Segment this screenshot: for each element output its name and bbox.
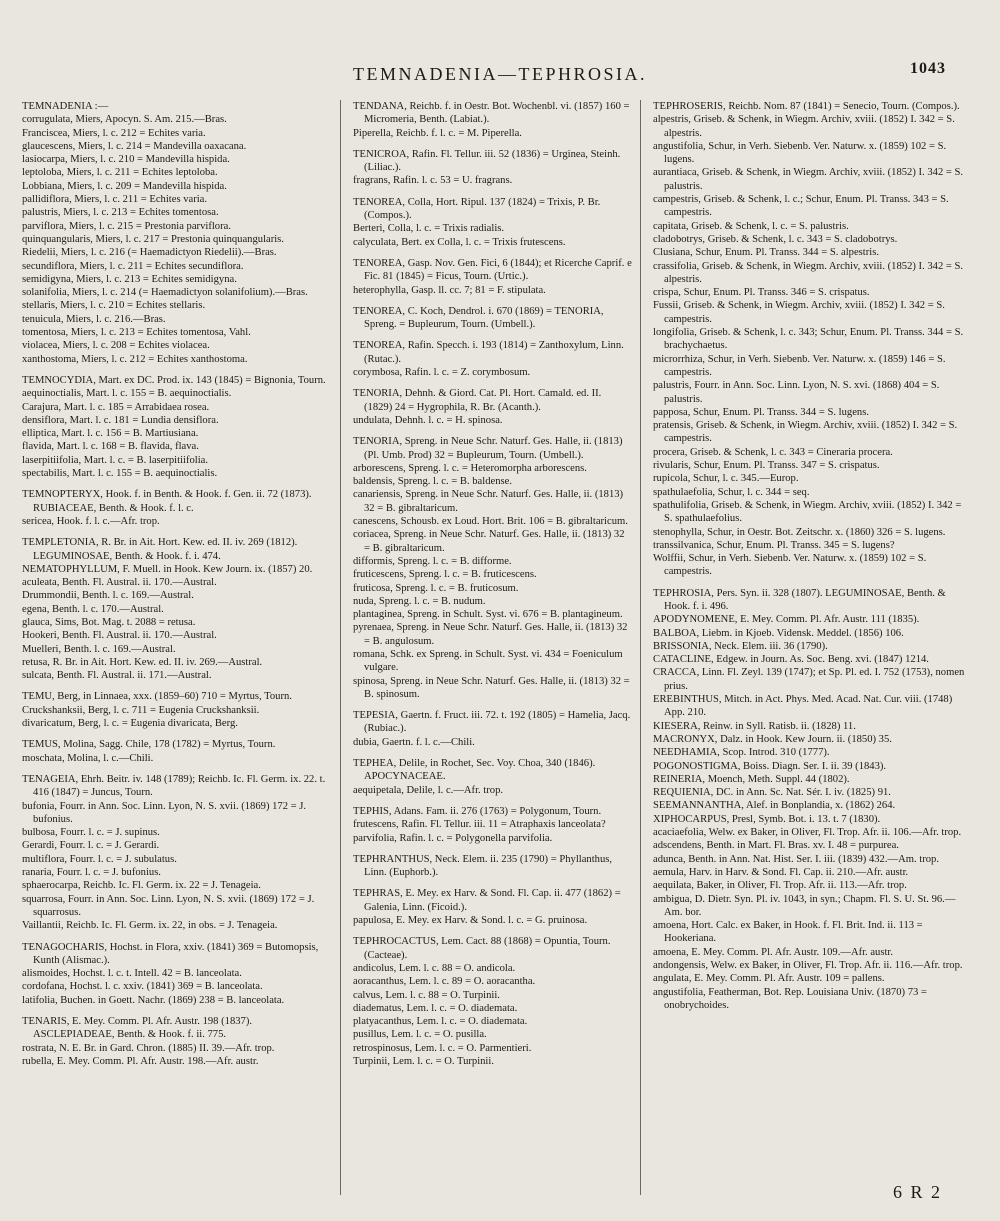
genus-entry xyxy=(22,941,330,1007)
species-line: angulata, E. Mey. Comm. Pl. Afr. Austr. 109 = pallens. xyxy=(653,973,885,985)
genus-entry xyxy=(353,709,632,749)
entry-heading: TENOREA, Gasp. Nov. Gen. Fici, 6 (1844); et Ricerche Caprif. e Fic. 81 (1845) = Ficus, Tourn. (Urtic.). xyxy=(353,257,632,283)
species-line: Fussii, Griseb. & Schenk, in Wiegm. Archiv, xviii. (1852) I. 342 = S. campestris. xyxy=(653,300,945,325)
species-line: canescens, Schousb. ex Loud. Hort. Brit. 106 = B. gibraltaricum. xyxy=(353,516,628,528)
genus-entry xyxy=(653,587,972,1013)
species-line: spectabilis, Mart. l. c. 155 = B. aequinoctialis. xyxy=(22,468,218,480)
species-line: adscendens, Benth. in Mart. Fl. Bras. xv. I. 48 = purpurea. xyxy=(653,840,899,852)
species-line: alpestris, Griseb. & Schenk, in Wiegm. Archiv, xviii. (1852) I. 342 = S. alpestris. xyxy=(653,114,955,139)
printer-signature: 6 R 2 xyxy=(892,1182,942,1202)
species-line: densiflora, Mart. l. c. 181 = Lundia densiflora. xyxy=(22,414,219,426)
species-line: aoracanthus, Lem. l. c. 89 = O. aoracantha. xyxy=(353,976,536,988)
species-line: Riedelii, Miers, l. c. 216 (= Haemadictyon Riedelii).—Bras. xyxy=(22,247,277,259)
genus-entry xyxy=(353,805,632,845)
species-line: Berteri, Colla, l. c. = Trixis radialis. xyxy=(353,223,505,235)
genus-entry xyxy=(22,1015,330,1068)
species-line: capitata, Griseb. & Schenk, l. c. = S. palustris. xyxy=(653,220,849,232)
species-line: APODYNOMENE, E. Mey. Comm. Pl. Afr. Austr. 111 (1835). xyxy=(653,614,920,626)
entry-heading: TEPHEA, Delile, in Rochet, Sec. Voy. Choa, 340 (1846). APOCYNACEAE. xyxy=(353,758,596,783)
species-line: BALBOA, Liebm. in Kjoeb. Vidensk. Meddel. (1856) 106. xyxy=(653,627,904,639)
species-line: rivularis, Schur, Enum. Pl. Transs. 347 = S. crispatus. xyxy=(653,460,880,472)
entry-heading: TEMU, Berg, in Linnaea, xxx. (1859–60) 710 = Myrtus, Tourn. xyxy=(22,691,292,703)
column-right xyxy=(640,100,978,1195)
species-line: sericea, Hook. f. l. c.—Afr. trop. xyxy=(22,515,160,527)
species-line: cordofana, Hochst. l. c. xxiv. (1841) 369 = B. lanceolata. xyxy=(22,981,263,993)
species-line: retusa, R. Br. in Ait. Hort. Kew. ed. II. iv. 269.—Austral. xyxy=(22,656,263,668)
species-line: pusillus, Lem. l. c. = O. pusilla. xyxy=(353,1029,487,1041)
species-line: bulbosa, Fourr. l. c. = J. supinus. xyxy=(22,827,160,839)
species-line: stenophylla, Schur, in Oestr. Bot. Zeitschr. x. (1860) 326 = S. lugens. xyxy=(653,526,946,538)
species-line: platyacanthus, Lem. l. c. = O. diademata. xyxy=(353,1016,528,1028)
species-line: stellaris, Miers, l. c. 210 = Echites stellaris. xyxy=(22,300,206,312)
entry-heading: TEPHROSERIS, Reichb. Nom. 87 (1841) = Senecio, Tourn. (Compos.). xyxy=(653,101,960,112)
species-line: glaucescens, Miers, l. c. 214 = Mandevilla oaxacana. xyxy=(22,140,247,152)
species-line: rubella, E. Mey. Comm. Pl. Afr. Austr. 198.—Afr. austr. xyxy=(22,1055,259,1067)
species-line: baldensis, Spreng. l. c. = B. baldense. xyxy=(353,476,512,488)
text-columns xyxy=(22,100,978,1195)
species-line: papposa, Schur, Enum. Pl. Transs. 344 = S. lugens. xyxy=(653,406,869,418)
species-line: tenuicula, Miers, l. c. 216.—Bras. xyxy=(22,313,166,325)
species-line: parvifolia, Rafin. l. c. = Polygonella parvifolia. xyxy=(353,832,553,844)
species-line: Carajura, Mart. l. c. 185 = Arrabidaea rosea. xyxy=(22,401,210,413)
genus-entry xyxy=(22,773,330,933)
species-line: leptoloba, Miers, l. c. 211 = Echites leptoloba. xyxy=(22,167,218,179)
genus-entry xyxy=(353,887,632,927)
entry-heading: TENOREA, Colla, Hort. Ripul. 137 (1824) = Trixis, P. Br. (Compos.). xyxy=(353,196,601,222)
species-line: squarrosa, Fourr. in Ann. Soc. Linn. Lyon, N. S. xvii. (1869) 172 = J. squarrosus. xyxy=(22,893,315,918)
genus-entry xyxy=(353,305,632,332)
species-line: andicolus, Lem. l. c. 88 = O. andicola. xyxy=(353,962,516,974)
species-line: Vaillantii, Reichb. Ic. Fl. Germ. ix. 22, in obs. = J. Tenageia. xyxy=(22,920,278,932)
species-line: violacea, Miers, l. c. 208 = Echites violacea. xyxy=(22,340,210,352)
species-line: REINERIA, Moench, Meth. Suppl. 44 (1802). xyxy=(653,773,850,785)
species-line: diadematus, Lem. l. c. = O. diademata. xyxy=(353,1002,518,1014)
species-line: alismoides, Hochst. l. c. t. Intell. 42 = B. lanceolata. xyxy=(22,968,242,980)
genus-entry xyxy=(353,757,632,797)
entry-heading: TENOREA, Rafin. Specch. i. 193 (1814) = Zanthoxylum, Linn. (Rutac.). xyxy=(353,340,624,365)
species-line: longifolia, Griseb. & Schenk, l. c. 343; Schur, Enum. Pl. Transs. 344 = S. brachychaetus. xyxy=(653,327,964,352)
species-line: BRISSONIA, Neck. Elem. iii. 36 (1790). xyxy=(653,640,828,652)
species-line: Lobbiana, Miers, l. c. 209 = Mandevilla hispida. xyxy=(22,180,227,192)
species-line: CATACLINE, Edgew. in Journ. As. Soc. Beng. xvi. (1847) 1214. xyxy=(653,654,929,666)
species-line: divaricatum, Berg, l. c. = Eugenia divaricata, Berg. xyxy=(22,718,238,730)
species-line: amoena, Hort. Calc. ex Baker, in Hook. f. Fl. Brit. Ind. ii. 113 = Hookeriana. xyxy=(653,920,923,945)
species-line: flavida, Mart. l. c. 168 = B. flavida, flava. xyxy=(22,441,199,453)
species-line: multiflora, Fourr. l. c. = J. subulatus. xyxy=(22,853,177,865)
species-line: Clusiana, Schur, Enum. Pl. Transs. 344 = S. alpestris. xyxy=(653,247,879,259)
genus-entry xyxy=(22,690,330,730)
species-line: bufonia, Fourr. in Ann. Soc. Linn. Lyon, N. S. xvii. (1869) 172 = J. bufonius. xyxy=(22,800,307,825)
species-line: sulcata, Benth. Fl. Austral. ii. 171.—Austral. xyxy=(22,670,212,682)
species-line: canariensis, Spreng. in Neue Schr. Naturf. Ges. Halle, ii. (1813) 32 = B. gibraltaricum. xyxy=(353,489,624,514)
species-line: coriacea, Spreng. in Neue Schr. Naturf. Ges. Halle, ii. (1813) 32 = B. gibraltaricum. xyxy=(353,529,625,554)
species-line: nuda, Spreng. l. c. = B. nudum. xyxy=(353,595,486,607)
species-line: ambigua, D. Dietr. Syn. Pl. iv. 1043, in syn.; Chapm. Fl. S. U. St. 96.—Am. bor. xyxy=(653,893,956,918)
entry-heading: TENOREA, C. Koch, Dendrol. i. 670 (1869) = TENORIA, Spreng. = Bupleurum, Tourn. (Umbell.). xyxy=(353,305,604,331)
entry-heading: TENORIA, Spreng. in Neue Schr. Naturf. Ges. Halle, ii. (1813) (Pl. Umb. Prod) 32 = Bupleurum, Tourn. (Umbell.). xyxy=(353,436,623,461)
genus-entry xyxy=(353,257,632,297)
species-line: elliptica, Mart. l. c. 156 = B. Martiusiana. xyxy=(22,428,199,440)
column-left xyxy=(22,100,340,1195)
page-header xyxy=(20,0,980,92)
species-line: cladobotrys, Griseb. & Schenk, l. c. 343 = S. cladobotrys. xyxy=(653,233,898,245)
entry-heading: TEPESIA, Gaertn. f. Fruct. iii. 72. t. 192 (1805) = Hamelia, Jacq. (Rubiac.). xyxy=(353,710,631,735)
species-line: egena, Benth. l. c. 170.—Austral. xyxy=(22,603,164,615)
genus-entry xyxy=(353,148,632,188)
entry-heading: TEPHROCACTUS, Lem. Cact. 88 (1868) = Opuntia, Tourn. (Cacteae). xyxy=(353,936,611,961)
species-line: palustris, Fourr. in Ann. Soc. Linn. Lyon, N. S. xvi. (1868) 404 = S. palustris. xyxy=(653,380,940,405)
species-line: fruticosa, Spreng. l. c. = B. fruticosum. xyxy=(353,582,519,594)
species-line: angustifolia, Schur, in Verh. Siebenb. Ver. Naturw. x. (1859) 102 = S. lugens. xyxy=(653,140,947,166)
entry-heading: TEPHIS, Adans. Fam. ii. 276 (1763) = Polygonum, Tourn. xyxy=(353,805,602,817)
running-title: TEMNADENIA—TEPHROSIA. xyxy=(353,64,647,84)
species-line: rupicola, Schur, l. c. 345.—Europ. xyxy=(653,473,799,485)
species-line: CRACCA, Linn. Fl. Zeyl. 139 (1747); et Sp. Pl. ed. I. 752 (1753), nomen prius. xyxy=(653,667,965,692)
genus-entry xyxy=(22,100,330,366)
species-line: aequipetala, Delile, l. c.—Afr. trop. xyxy=(353,784,504,796)
species-line: amoena, E. Mey. Comm. Pl. Afr. Austr. 109.—Afr. austr. xyxy=(653,946,894,958)
species-line: fruticescens, Spreng. l. c. = B. fruticescens. xyxy=(353,569,537,581)
genus-entry xyxy=(22,488,330,528)
species-line: Piperella, Reichb. f. l. c. = M. Piperella. xyxy=(353,127,522,139)
entry-heading: TENORIA, Dehnh. & Giord. Cat. Pl. Hort. Camald. ed. II. (1829) 24 = Hygrophila, R. Br. (Acanth.). xyxy=(353,388,602,413)
species-line: romana, Schk. ex Spreng. in Schult. Syst. vi. 434 = Foeniculum vulgare. xyxy=(353,648,623,674)
species-line: angustifolia, Featherman, Bot. Rep. Louisiana Univ. (1870) 73 = onobrychoides. xyxy=(653,986,927,1011)
entry-heading: TEPHRAS, E. Mey. ex Harv. & Sond. Fl. Cap. ii. 477 (1862) = Galenia, Linn. (Ficoid.). xyxy=(353,888,621,913)
species-line: Turpinii, Lem. l. c. = O. Turpinii. xyxy=(353,1056,494,1067)
species-line: semidigyna, Miers, l. c. 213 = Echites semidigyna. xyxy=(22,273,237,285)
entry-heading: TEMUS, Molina, Sagg. Chile, 178 (1782) = Myrtus, Tourn. xyxy=(22,739,276,751)
genus-entry xyxy=(353,935,632,1068)
species-line: aculeata, Benth. Fl. Austral. ii. 170.—Austral. xyxy=(22,577,217,589)
species-line: aequinoctialis, Mart. l. c. 155 = B. aequinoctialis. xyxy=(22,388,232,400)
species-line: KIESERA, Reinw. in Syll. Ratisb. ii. (1828) 11. xyxy=(653,720,856,732)
species-line: retrospinosus, Lem. l. c. = O. Parmentieri. xyxy=(353,1042,532,1054)
species-line: laserpitiifolia, Mart. l. c. = B. laserpitiifolia. xyxy=(22,454,209,466)
species-line: corymbosa, Rafin. l. c. = Z. corymbosum. xyxy=(353,367,531,379)
species-line: parviflora, Miers, l. c. 215 = Prestonia parviflora. xyxy=(22,220,231,232)
species-line: MACRONYX, Dalz. in Hook. Kew Journ. ii. (1850) 35. xyxy=(653,733,892,745)
page-number: 1043 xyxy=(910,60,946,77)
species-line: tomentosa, Miers, l. c. 213 = Echites tomentosa, Vahl. xyxy=(22,327,251,339)
species-line: pyrenaea, Spreng. in Neue Schr. Naturf. Ges. Halle, ii. (1813) 32 = B. angulosum. xyxy=(353,622,628,647)
entry-heading: TEMNOCYDIA, Mart. ex DC. Prod. ix. 143 (1845) = Bignonia, Tourn. xyxy=(22,374,326,386)
species-line: EREBINTHUS, Mitch. in Act. Phys. Med. Acad. Nat. Cur. viii. (1748) App. 210. xyxy=(653,694,953,719)
genus-entry xyxy=(353,196,632,249)
species-line: sphaerocarpa, Reichb. Ic. Fl. Germ. ix. 22 = J. Tenageia. xyxy=(22,880,261,892)
species-line: microrrhiza, Schur, in Verh. Siebenb. Ver. Naturw. x. (1859) 146 = S. campestris. xyxy=(653,353,946,378)
species-line: spathulaefolia, Schur, l. c. 344 = seq. xyxy=(653,486,810,498)
species-line: quinquangularis, Miers, l. c. 217 = Prestonia quinquangularis. xyxy=(22,233,284,245)
species-line: dubia, Gaertn. f. l. c.—Chili. xyxy=(353,736,475,748)
genus-entry xyxy=(353,387,632,427)
species-line: Wolffii, Schur, in Verh. Siebenb. Ver. Naturw. x. (1859) 102 = S. campestris. xyxy=(653,553,927,578)
species-line: ranaria, Fourr. l. c. = J. bufonius. xyxy=(22,867,161,879)
entry-heading: TENAGOCHARIS, Hochst. in Flora, xxiv. (1841) 369 = Butomopsis, Kunth (Alismac.). xyxy=(22,941,319,966)
species-line: procera, Griseb. & Schenk, l. c. 343 = Cineraria procera. xyxy=(653,446,893,458)
species-line: lasiocarpa, Miers, l. c. 210 = Mandevilla hispida. xyxy=(22,154,230,166)
entry-heading: TEPHRANTHUS, Neck. Elem. ii. 235 (1790) = Phyllanthus, Linn. (Euphorb.). xyxy=(353,853,613,879)
genus-entry xyxy=(22,374,330,480)
species-line: calyculata, Bert. ex Colla, l. c. = Trixis frutescens. xyxy=(353,236,566,248)
species-line: pallidiflora, Miers, l. c. 211 = Echites varia. xyxy=(22,194,208,206)
species-line: NEEDHAMIA, Scop. Introd. 310 (1777). xyxy=(653,747,830,759)
species-line: secundiflora, Miers, l. c. 211 = Echites secundiflora. xyxy=(22,260,244,272)
species-line: XIPHOCARPUS, Presl, Symb. Bot. i. 13. t. 7 (1830). xyxy=(653,813,881,825)
column-middle xyxy=(340,100,640,1195)
entry-heading: TEMNADENIA :— xyxy=(22,101,109,112)
species-line: rostrata, N. E. Br. in Gard. Chron. (1885) II. 39.—Afr. trop. xyxy=(22,1042,275,1054)
entry-heading: TEMPLETONIA, R. Br. in Ait. Hort. Kew. ed. II. iv. 269 (1812). LEGUMINOSAE, Benth. & Hook. f. i. 474. xyxy=(22,537,298,562)
species-line: crassifolia, Griseb. & Schenk, in Wiegm. Archiv, xviii. (1852) I. 342 = S. alpestris. xyxy=(653,260,964,285)
genus-entry xyxy=(353,339,632,379)
species-line: SEEMANNANTHA, Alef. in Bonplandia, x. (1862) 264. xyxy=(653,800,896,812)
genus-entry xyxy=(353,100,632,140)
species-line: calvus, Lem. l. c. 88 = O. Turpinii. xyxy=(353,989,500,1001)
species-line: difformis, Spreng. l. c. = B. difforme. xyxy=(353,555,512,567)
species-line: campestris, Griseb. & Schenk, l. c.; Schur, Enum. Pl. Transs. 343 = S. campestris. xyxy=(653,194,949,219)
genus-entry xyxy=(22,738,330,765)
species-line: spathulifolia, Griseb. & Schenk, in Wiegm. Archiv, xviii. (1852) I. 342 = S. spathulaefolius. xyxy=(653,499,962,525)
genus-entry xyxy=(353,853,632,880)
species-line: aemula, Harv. in Harv. & Sond. Fl. Cap. ii. 210.—Afr. austr. xyxy=(653,866,909,878)
species-line: moschata, Molina, l. c.—Chili. xyxy=(22,752,154,764)
species-line: POGONOSTIGMA, Boiss. Diagn. Ser. I. ii. 39 (1843). xyxy=(653,760,887,772)
entry-heading: TENAGEIA, Ehrh. Beitr. iv. 148 (1789); Reichb. Ic. Fl. Germ. ix. 22. t. 416 (1847) = Juncus, Tourn. xyxy=(22,773,326,799)
entry-heading: TENDANA, Reichb. f. in Oestr. Bot. Wochenbl. vi. (1857) 160 = Micromeria, Benth. (Labiat.). xyxy=(353,101,630,126)
species-line: papulosa, E. Mey. ex Harv. & Sond. l. c. = G. pruinosa. xyxy=(353,915,588,927)
species-line: Drummondii, Benth. l. c. 169.—Austral. xyxy=(22,590,194,602)
species-line: transsilvanica, Schur, Enum. Pl. Transs. 345 = S. lugens? xyxy=(653,539,895,551)
species-line: fragrans, Rafin. l. c. 53 = U. fragrans. xyxy=(353,175,513,187)
species-line: pratensis, Griseb. & Schenk, in Wiegm. Archiv, xviii. (1852) I. 342 = S. campestris. xyxy=(653,420,958,445)
entry-heading: TEMNOPTERYX, Hook. f. in Benth. & Hook. f. Gen. ii. 72 (1873). RUBIACEAE, Benth. & Hook. f. l. c. xyxy=(22,489,312,514)
species-line: spinosa, Spreng. in Neue Schr. Naturf. Ges. Halle, ii. (1813) 32 = B. spinosum. xyxy=(353,675,630,700)
species-line: arborescens, Spreng. l. c. = Heteromorpha arborescens. xyxy=(353,462,587,474)
species-line: Cruckshanksii, Berg, l. c. 711 = Eugenia Cruckshanksii. xyxy=(22,704,260,716)
species-line: aequilata, Baker, in Oliver, Fl. Trop. Afr. ii. 113.—Afr. trop. xyxy=(653,880,907,892)
entry-heading: TENARIS, E. Mey. Comm. Pl. Afr. Austr. 198 (1837). ASCLEPIADEAE, Benth. & Hook. f. ii. 775. xyxy=(22,1016,253,1041)
entry-heading: TEPHROSIA, Pers. Syn. ii. 328 (1807). LEGUMINOSAE, Benth. & Hook. f. i. 496. xyxy=(653,587,946,612)
species-line: glauca, Sims, Bot. Mag. t. 2088 = retusa. xyxy=(22,616,196,628)
species-line: adunca, Benth. in Ann. Nat. Hist. Ser. I. iii. (1839) 432.—Am. trop. xyxy=(653,853,939,865)
species-line: solanifolia, Miers, l. c. 214 (= Haemadictyon solanifolium).—Bras. xyxy=(22,287,308,299)
species-line: Hookeri, Benth. Fl. Austral. ii. 170.—Austral. xyxy=(22,630,217,642)
species-line: NEMATOPHYLLUM, F. Muell. in Hook. Kew Journ. ix. (1857) 20. xyxy=(22,563,313,575)
genus-entry xyxy=(353,435,632,701)
entry-heading: TENICROA, Rafin. Fl. Tellur. iii. 52 (1836) = Urginea, Steinh. (Liliac.). xyxy=(353,148,621,174)
species-line: crispa, Schur, Enum. Pl. Transs. 346 = S. crispatus. xyxy=(653,287,870,299)
species-line: andongensis, Welw. ex Baker, in Oliver, Fl. Trop. Afr. ii. 116.—Afr. trop. xyxy=(653,960,963,971)
species-line: Franciscea, Miers, l. c. 212 = Echites varia. xyxy=(22,127,206,139)
species-line: frutescens, Rafin. Fl. Tellur. iii. 11 = Atraphaxis lanceolata? xyxy=(353,819,606,831)
species-line: undulata, Dehnh. l. c. = H. spinosa. xyxy=(353,414,503,426)
species-line: aurantiaca, Griseb. & Schenk, in Wiegm. Archiv, xviii. (1852) I. 342 = S. palustris. xyxy=(653,167,964,192)
genus-entry xyxy=(653,100,972,579)
species-line: acaciaefolia, Welw. ex Baker, in Oliver, Fl. Trop. Afr. ii. 106.—Afr. trop. xyxy=(653,827,962,839)
species-line: latifolia, Buchen. in Goett. Nachr. (1869) 238 = B. lanceolata. xyxy=(22,994,285,1006)
species-line: REQUIENIA, DC. in Ann. Sc. Nat. Sér. I. iv. (1825) 91. xyxy=(653,787,891,799)
species-line: xanthostoma, Miers, l. c. 212 = Echites xanthostoma. xyxy=(22,353,248,365)
species-line: corrugulata, Miers, Apocyn. S. Am. 215.—Bras. xyxy=(22,114,227,126)
species-line: palustris, Miers, l. c. 213 = Echites tomentosa. xyxy=(22,207,219,219)
species-line: Muelleri, Benth. l. c. 169.—Austral. xyxy=(22,643,176,655)
species-line: heterophylla, Gasp. ll. cc. 7; 81 = F. stipulata. xyxy=(353,284,546,296)
genus-entry xyxy=(22,536,330,682)
species-line: plantaginea, Spreng. in Schult. Syst. vi. 676 = B. plantagineum. xyxy=(353,609,623,621)
species-line: Gerardi, Fourr. l. c. = J. Gerardi. xyxy=(22,840,160,852)
